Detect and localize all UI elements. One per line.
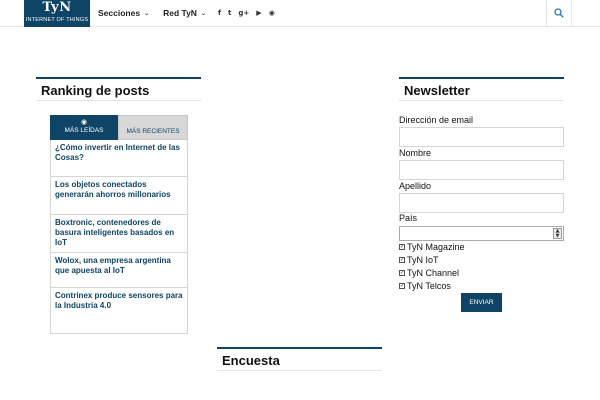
apellido-field[interactable] xyxy=(399,193,564,213)
checkbox-label: TyN Telcos xyxy=(407,281,451,291)
checkbox-checked-icon[interactable]: ✓ xyxy=(400,283,405,289)
post-title: Boxtronic, contenedores de basura inteligentes basados en IoT xyxy=(55,218,175,247)
google-plus-icon[interactable]: g+ xyxy=(238,9,250,17)
logo-subtitle: INTERNET OF THINGS xyxy=(25,17,89,23)
main-nav xyxy=(98,0,220,26)
social-links xyxy=(218,0,282,26)
newsletter-title: Newsletter xyxy=(399,77,564,101)
apellido-label: Apellido xyxy=(399,181,432,191)
youtube-icon[interactable]: ▶ xyxy=(256,9,262,17)
select-arrow-icon: ▲ ▼ xyxy=(553,228,562,239)
tab-mas-recientes-label: MÁS RECIENTES xyxy=(126,128,180,135)
list-checkbox-channel[interactable] xyxy=(399,268,459,278)
list-item[interactable] xyxy=(51,177,187,215)
search-icon xyxy=(554,8,564,18)
checkbox-checked-icon[interactable]: ✓ xyxy=(400,244,405,250)
nombre-label: Nombre xyxy=(399,148,432,158)
checkbox-checked-icon[interactable]: ✓ xyxy=(400,270,405,276)
nombre-field[interactable] xyxy=(399,160,564,180)
checkbox-label: TyN Channel xyxy=(407,268,460,278)
post-title: ¿Cómo invertir en Internet de las Cosas? xyxy=(55,143,180,162)
list-item[interactable] xyxy=(51,253,187,288)
post-title: Contrinex produce sensores para la Industria 4.0 xyxy=(55,291,183,310)
rss-icon[interactable]: ◉ xyxy=(268,9,275,17)
email-label: Dirección de email xyxy=(399,115,474,125)
list-item[interactable] xyxy=(51,140,187,177)
checkbox-label: TyN Magazine xyxy=(407,242,465,252)
nav-red-tyn-label: Red TyN xyxy=(163,8,197,18)
list-checkbox-telcos[interactable] xyxy=(399,281,451,291)
chevron-down-icon: ⌄ xyxy=(200,10,206,17)
ranking-tabs xyxy=(50,115,188,140)
top-bar xyxy=(0,0,600,27)
submit-button[interactable]: ENVIAR xyxy=(461,293,502,312)
checkbox-checked-icon[interactable]: ✓ xyxy=(400,257,405,263)
chevron-down-icon: ⌄ xyxy=(144,10,150,17)
post-title: Wolox, una empresa argentina que apuesta al IoT xyxy=(55,256,171,275)
post-title: Los objetos conectados generarán ahorros millonarios xyxy=(55,180,171,199)
twitter-icon[interactable]: t xyxy=(228,9,232,17)
country-select[interactable] xyxy=(399,226,564,241)
tab-mas-leidas[interactable] xyxy=(50,115,118,140)
email-field[interactable] xyxy=(399,127,564,147)
list-checkbox-iot[interactable] xyxy=(399,255,439,265)
search-button[interactable] xyxy=(546,0,572,26)
nav-secciones[interactable] xyxy=(98,8,149,18)
tab-mas-recientes[interactable] xyxy=(118,115,188,140)
checkbox-label: TyN IoT xyxy=(407,255,439,265)
ranking-title: Ranking de posts xyxy=(36,77,201,101)
nav-red-tyn[interactable] xyxy=(163,8,206,18)
nav-secciones-label: Secciones xyxy=(98,8,141,18)
list-item[interactable] xyxy=(51,215,187,253)
pais-label: País xyxy=(399,213,418,223)
list-checkbox-magazine[interactable] xyxy=(399,242,465,252)
poll-title: Encuesta xyxy=(217,347,382,371)
ranking-post-list xyxy=(50,140,188,334)
list-item[interactable] xyxy=(51,288,187,333)
facebook-icon[interactable]: f xyxy=(218,9,222,17)
site-logo[interactable] xyxy=(24,0,90,27)
eye-icon: ◉ xyxy=(80,119,88,126)
tab-mas-leidas-label: MÁS LEÍDAS xyxy=(64,127,104,134)
logo-mark: TyN xyxy=(42,0,72,15)
